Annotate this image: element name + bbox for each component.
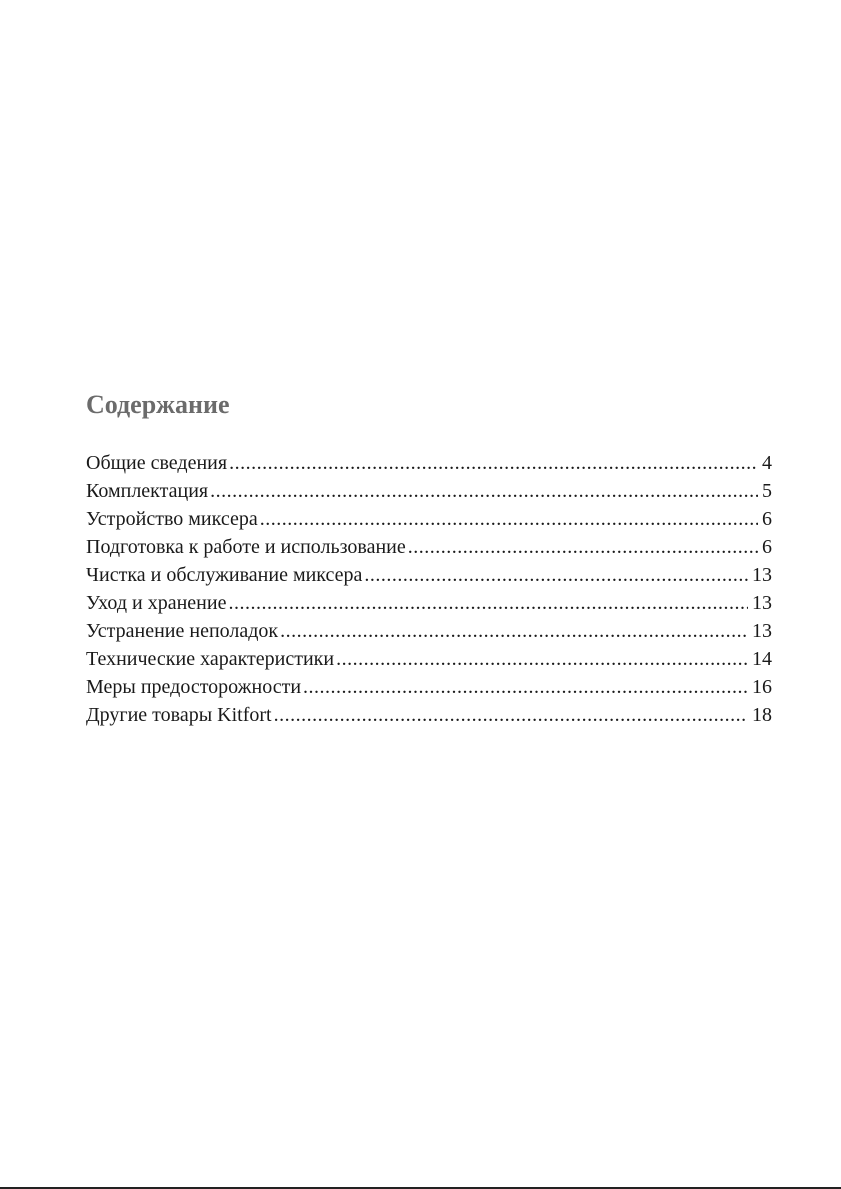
toc-entry-page: 16 <box>752 676 772 698</box>
toc-dot-leader <box>408 533 758 561</box>
toc-entry-label: Меры предосторожности <box>86 676 302 698</box>
toc-entry-page: 13 <box>752 620 772 642</box>
toc-entry-label: Комплектация <box>86 480 209 502</box>
toc-title: Содержание <box>86 390 230 419</box>
table-of-contents <box>86 449 772 729</box>
toc-entry-label: Чистка и обслуживание миксера <box>86 564 363 586</box>
toc-entry-specifications[interactable] <box>86 645 772 673</box>
toc-entry-mixer-design[interactable] <box>86 505 772 533</box>
toc-dot-leader <box>280 617 748 645</box>
toc-entry-label: Технические характеристики <box>86 648 335 670</box>
toc-dot-leader <box>210 477 758 505</box>
toc-entry-label: Уход и хранение <box>86 592 227 614</box>
toc-entry-label: Устранение неполадок <box>86 620 279 642</box>
toc-entry-general-info[interactable] <box>86 449 772 477</box>
toc-entry-page: 6 <box>762 536 772 558</box>
toc-dot-leader <box>260 505 758 533</box>
toc-dot-leader <box>336 645 748 673</box>
toc-entry-page: 13 <box>752 592 772 614</box>
toc-entry-page: 6 <box>762 508 772 530</box>
toc-entry-page: 18 <box>752 704 772 726</box>
toc-entry-troubleshooting[interactable] <box>86 617 772 645</box>
toc-dot-leader <box>364 561 748 589</box>
toc-dot-leader <box>229 449 758 477</box>
toc-entry-page: 4 <box>762 452 772 474</box>
toc-entry-preparation-and-use[interactable] <box>86 533 772 561</box>
toc-entry-page: 5 <box>762 480 772 502</box>
toc-entry-care-and-storage[interactable] <box>86 589 772 617</box>
toc-entry-page: 14 <box>752 648 772 670</box>
toc-entry-label: Общие сведения <box>86 452 228 474</box>
toc-dot-leader <box>303 673 748 701</box>
toc-entry-label: Подготовка к работе и использование <box>86 536 406 558</box>
toc-entry-label: Устройство миксера <box>86 508 258 530</box>
toc-entry-label: Другие товары Kitfort <box>86 704 272 726</box>
toc-entry-other-products[interactable] <box>86 701 772 729</box>
toc-entry-page: 13 <box>752 564 772 586</box>
toc-entry-cleaning-and-maintenance[interactable] <box>86 561 772 589</box>
toc-dot-leader <box>228 589 748 617</box>
toc-entry-package-contents[interactable] <box>86 477 772 505</box>
toc-dot-leader <box>274 701 748 729</box>
toc-entry-safety-precautions[interactable] <box>86 673 772 701</box>
